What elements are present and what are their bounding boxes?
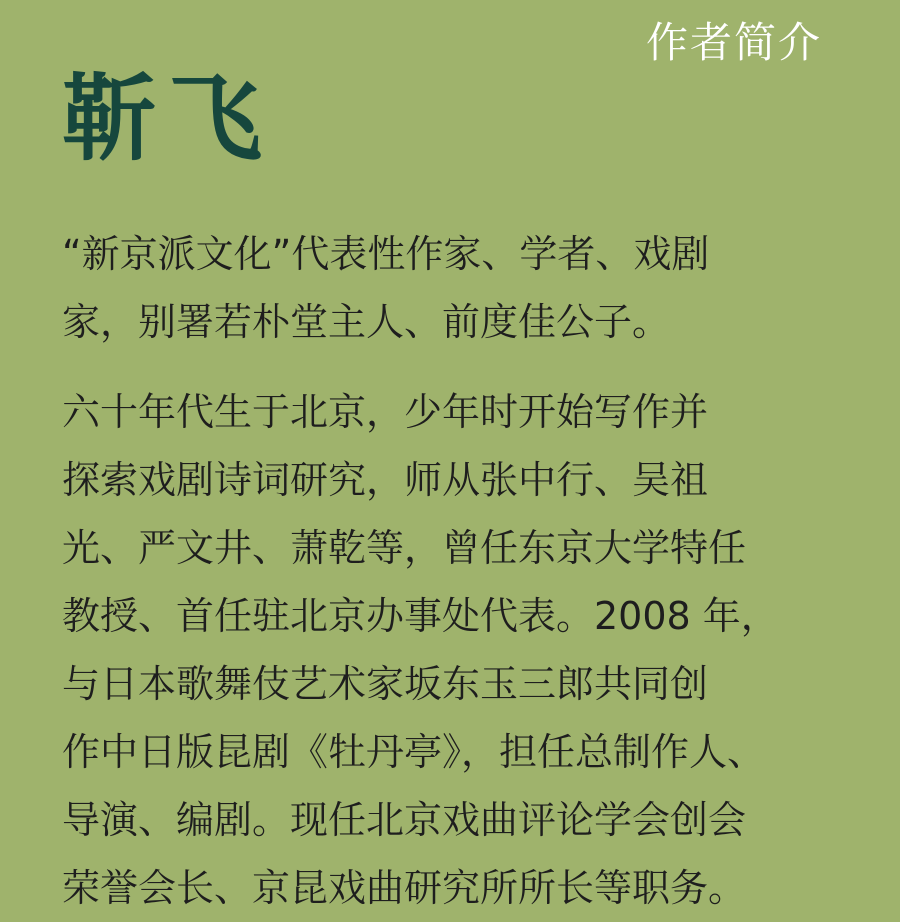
bio-line: 教授、首任驻北京办事处代表。2008 年，	[62, 594, 779, 638]
bio-line: 家，别署若朴堂主人、前度佳公子。	[62, 300, 671, 344]
bio-line: 作中日版昆剧《牡丹亭》，担任总制作人、	[62, 730, 766, 774]
bio-line: “新京派文化”代表性作家、学者、戏剧	[62, 232, 710, 276]
bio-line: 荣誉会长、京昆戏曲研究所所长等职务。	[62, 866, 747, 910]
author-name: 靳飞	[62, 64, 275, 174]
bio-line: 六十年代生于北京，少年时开始写作并	[62, 390, 709, 434]
bio-line: 光、严文井、萧乾等，曾任东京大学特任	[62, 526, 747, 570]
bio-paragraph-2	[62, 378, 842, 922]
section-label: 作者简介	[645, 18, 822, 67]
bio-paragraph-1	[62, 220, 842, 356]
bio-line: 探索戏剧诗词研究，师从张中行、吴祖	[62, 458, 709, 502]
bio-line: 与日本歌舞伎艺术家坂东玉三郎共同创	[62, 662, 709, 706]
bio-line: 导演、编剧。现任北京戏曲评论学会创会	[62, 798, 747, 842]
author-bio	[62, 220, 842, 922]
